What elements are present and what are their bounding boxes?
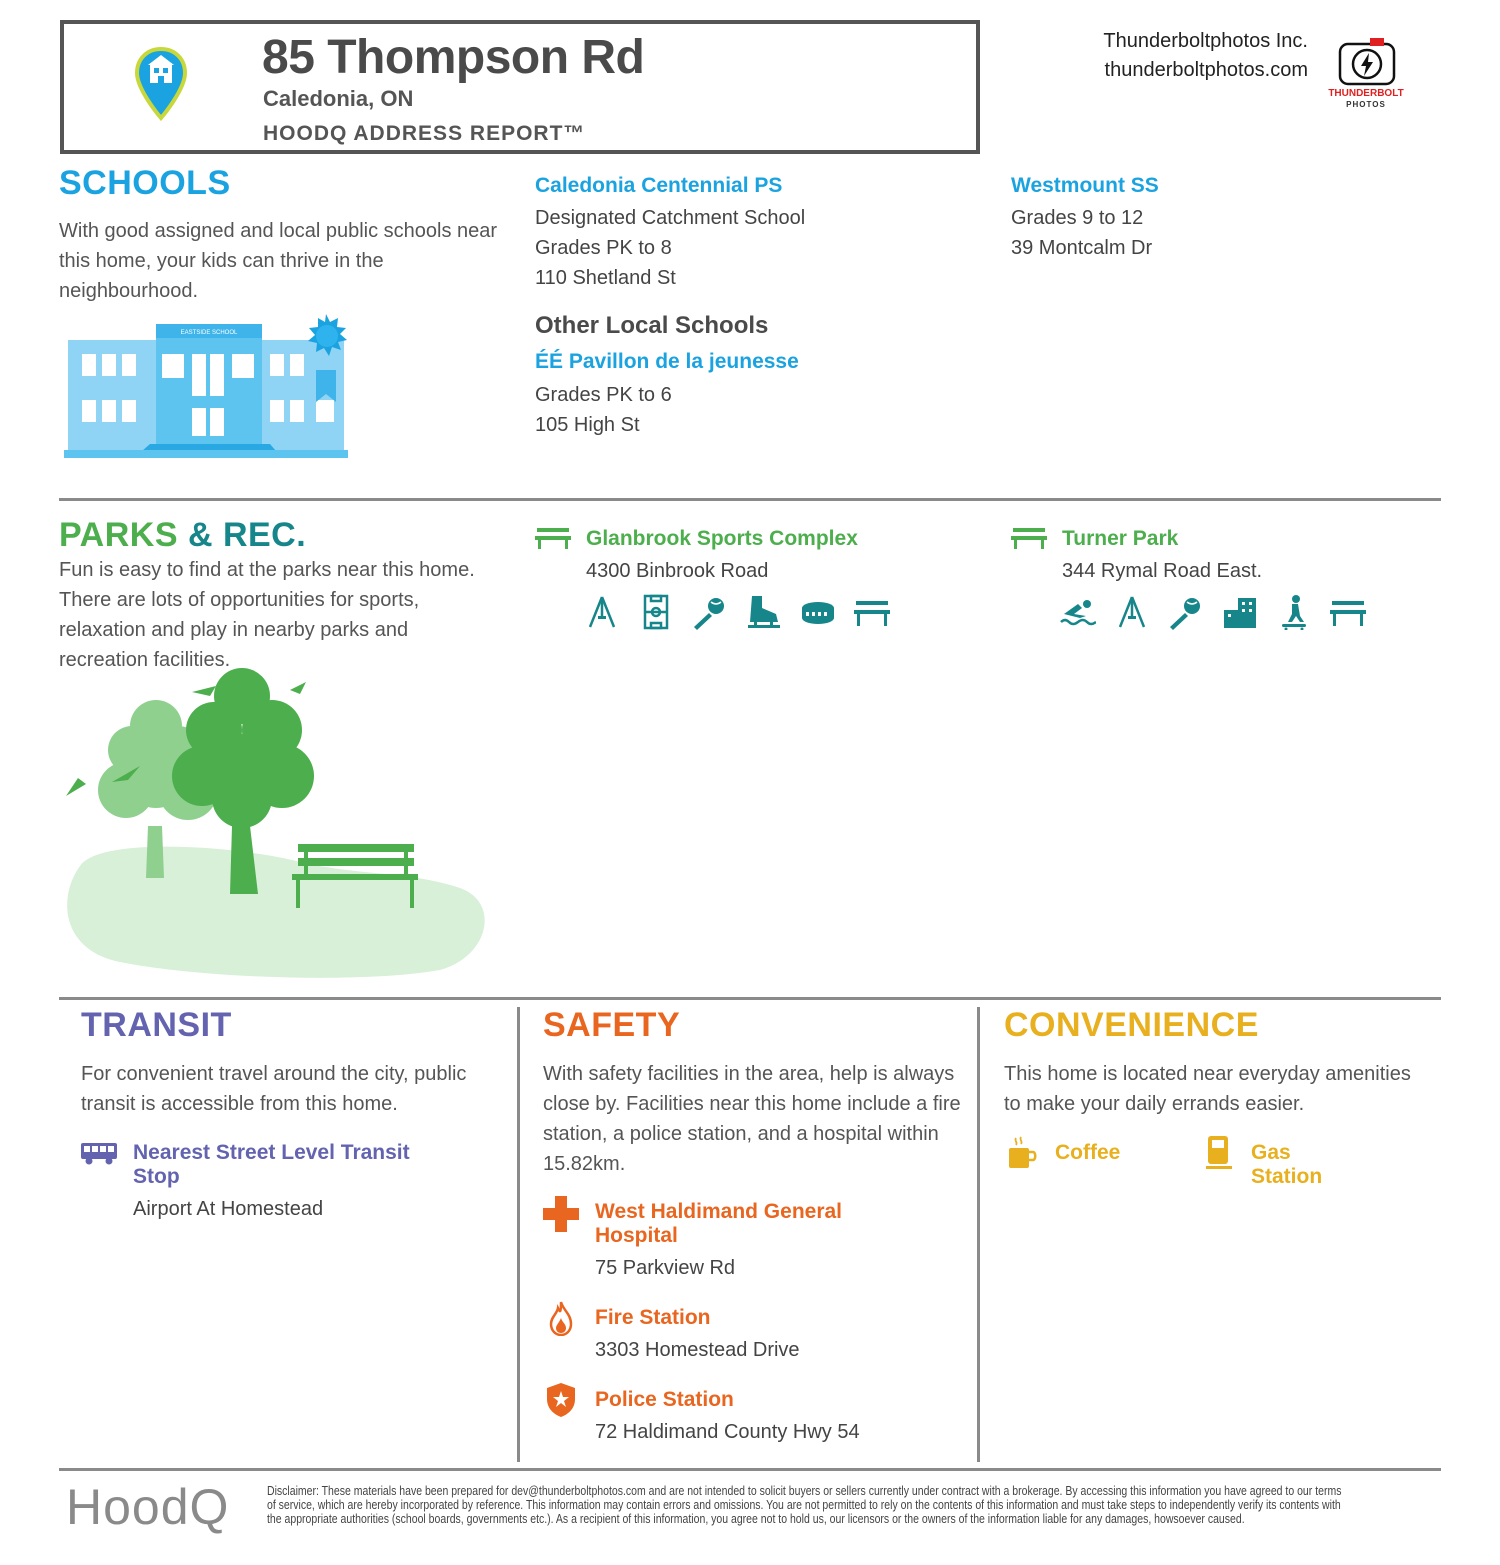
hospital-name-line2: Hospital bbox=[595, 1224, 678, 1247]
skateboard-icon bbox=[1276, 594, 1312, 630]
transit-stop-name: Airport At Homestead bbox=[133, 1198, 324, 1220]
convenience-title: CONVENIENCE bbox=[1004, 1006, 1259, 1044]
baseball-icon bbox=[1168, 594, 1204, 630]
skate-icon bbox=[746, 594, 782, 630]
address-title: 85 Thompson Rd bbox=[262, 31, 645, 84]
logo-wordmark-line2: PHOTOS bbox=[1346, 100, 1386, 109]
school-address: 110 Shetland St bbox=[535, 267, 676, 289]
logo-wordmark-line1: THUNDERBOLT bbox=[1328, 88, 1404, 99]
hoodq-logo: HoodQ bbox=[66, 1479, 230, 1535]
disclaimer-line1: Disclaimer: These materials have been prepared for dev@thunderboltphotos.com and are not intended to solicit buyers or sellers currently under contract with a brokerage. By accessing this information you have agreed to our terms bbox=[267, 1484, 1342, 1498]
baseball-icon bbox=[692, 594, 728, 630]
address-city: Caledonia, ON bbox=[263, 86, 414, 111]
disclaimer bbox=[267, 1484, 1442, 1526]
park-name: Turner Park bbox=[1062, 527, 1179, 550]
school-grades: Grades PK to 6 bbox=[535, 384, 672, 406]
hospital-name bbox=[595, 1200, 842, 1248]
divider bbox=[59, 498, 1441, 501]
bench-icon bbox=[535, 526, 571, 550]
police-station-name: Police Station bbox=[595, 1388, 734, 1411]
bench-icon bbox=[1330, 594, 1366, 630]
park-address: 344 Rymal Road East. bbox=[1062, 560, 1263, 582]
convenience-description: This home is located near everyday amenities to make your daily errands easier. bbox=[1004, 1063, 1411, 1115]
transit-title: TRANSIT bbox=[81, 1006, 232, 1044]
school-details bbox=[1011, 203, 1152, 263]
school-address: 39 Montcalm Dr bbox=[1011, 237, 1153, 259]
arena-icon bbox=[800, 594, 836, 630]
school-name: Westmount SS bbox=[1011, 174, 1159, 197]
divider bbox=[517, 1007, 520, 1462]
swing-icon bbox=[584, 594, 620, 630]
transit-description: For convenient travel around the city, public transit is accessible from this home. bbox=[81, 1063, 467, 1115]
disclaimer-line2: of service, which are hereby incorporated by reference. This information may contain errors and omissions. You are not permitted to rely on the contents of this information and must take steps to independently verify its contents with bbox=[267, 1498, 1341, 1512]
park-trees-illustration bbox=[60, 666, 490, 982]
transit-stop-title-line2: Stop bbox=[133, 1165, 180, 1188]
logo-wordmark bbox=[1318, 88, 1414, 110]
parks-title-part1: PARKS bbox=[59, 516, 178, 554]
coffee-label: Coffee bbox=[1055, 1141, 1121, 1164]
brand-website: thunderboltphotos.com bbox=[1104, 59, 1308, 81]
parks-title bbox=[59, 516, 306, 555]
gas-station-label-line1: Gas bbox=[1251, 1141, 1291, 1164]
park-amenities bbox=[584, 594, 890, 630]
gas-station-label bbox=[1251, 1141, 1322, 1189]
hospital-address: 75 Parkview Rd bbox=[595, 1257, 736, 1279]
divider bbox=[977, 1007, 980, 1462]
coffee-icon bbox=[1007, 1136, 1037, 1170]
transit-stop-title bbox=[133, 1141, 410, 1189]
school-name: ÉÉ Pavillon de la jeunesse bbox=[535, 350, 799, 373]
swimming-icon bbox=[1060, 594, 1096, 630]
schools-description: With good assigned and local public schools near this home, your kids can thrive in the neighbourhood. bbox=[59, 220, 498, 302]
fire-station-name: Fire Station bbox=[595, 1306, 711, 1329]
other-schools-heading: Other Local Schools bbox=[535, 312, 769, 339]
park-amenities bbox=[1060, 594, 1366, 630]
home-location-pin-icon bbox=[134, 46, 188, 122]
divider bbox=[59, 997, 1441, 1000]
hospital-cross-icon bbox=[543, 1196, 579, 1232]
safety-description: With safety facilities in the area, help is always close by. Facilities near this home include a fire station, a police station, and a hospital within 15.82km. bbox=[543, 1063, 961, 1175]
gas-station-icon bbox=[1206, 1134, 1232, 1172]
park-address: 4300 Binbrook Road bbox=[586, 560, 769, 582]
parks-description: Fun is easy to find at the parks near this home. There are lots of opportunities for sports, relaxation and play in nearby parks and recreation facilities. bbox=[59, 559, 475, 671]
report-label: HOODQ ADDRESS REPORT™ bbox=[263, 122, 586, 145]
school-catchment: Designated Catchment School bbox=[535, 207, 806, 229]
school-details bbox=[535, 380, 672, 440]
thunderbolt-camera-logo-icon bbox=[1334, 36, 1400, 88]
police-station-address: 72 Haldimand County Hwy 54 bbox=[595, 1421, 860, 1443]
bus-icon bbox=[81, 1143, 117, 1165]
school-grades: Grades 9 to 12 bbox=[1011, 207, 1144, 229]
bench-icon bbox=[854, 594, 890, 630]
soccer-field-icon bbox=[638, 594, 674, 630]
fire-icon bbox=[549, 1300, 573, 1336]
schools-title: SCHOOLS bbox=[59, 164, 231, 202]
school-name: Caledonia Centennial PS bbox=[535, 174, 783, 197]
parks-title-part2: & REC. bbox=[187, 516, 307, 554]
bench-icon bbox=[1011, 526, 1047, 550]
building-icon bbox=[1222, 594, 1258, 630]
school-building-illustration bbox=[64, 312, 364, 462]
park-name: Glanbrook Sports Complex bbox=[586, 527, 858, 550]
divider bbox=[59, 1468, 1441, 1471]
swing-icon bbox=[1114, 594, 1150, 630]
school-grades: Grades PK to 8 bbox=[535, 237, 672, 259]
school-sign-text: EASTSIDE SCHOOL bbox=[180, 330, 238, 336]
school-address: 105 High St bbox=[535, 414, 640, 436]
police-badge-icon bbox=[547, 1383, 575, 1417]
school-details bbox=[535, 203, 805, 293]
safety-title: SAFETY bbox=[543, 1006, 681, 1044]
transit-stop-title-line1: Nearest Street Level Transit bbox=[133, 1141, 410, 1164]
gas-station-label-line2: Station bbox=[1251, 1165, 1323, 1188]
brand-name: Thunderboltphotos Inc. bbox=[1103, 30, 1308, 52]
hospital-name-line1: West Haldimand General bbox=[595, 1200, 843, 1223]
disclaimer-line3: the appropriate authorities (school boards, governments etc.). As a recipient of this information, you agree not to hold us, our licensors or the owners of the information liable for any damages, howsoever caused. bbox=[267, 1512, 1245, 1526]
fire-station-address: 3303 Homestead Drive bbox=[595, 1339, 800, 1361]
